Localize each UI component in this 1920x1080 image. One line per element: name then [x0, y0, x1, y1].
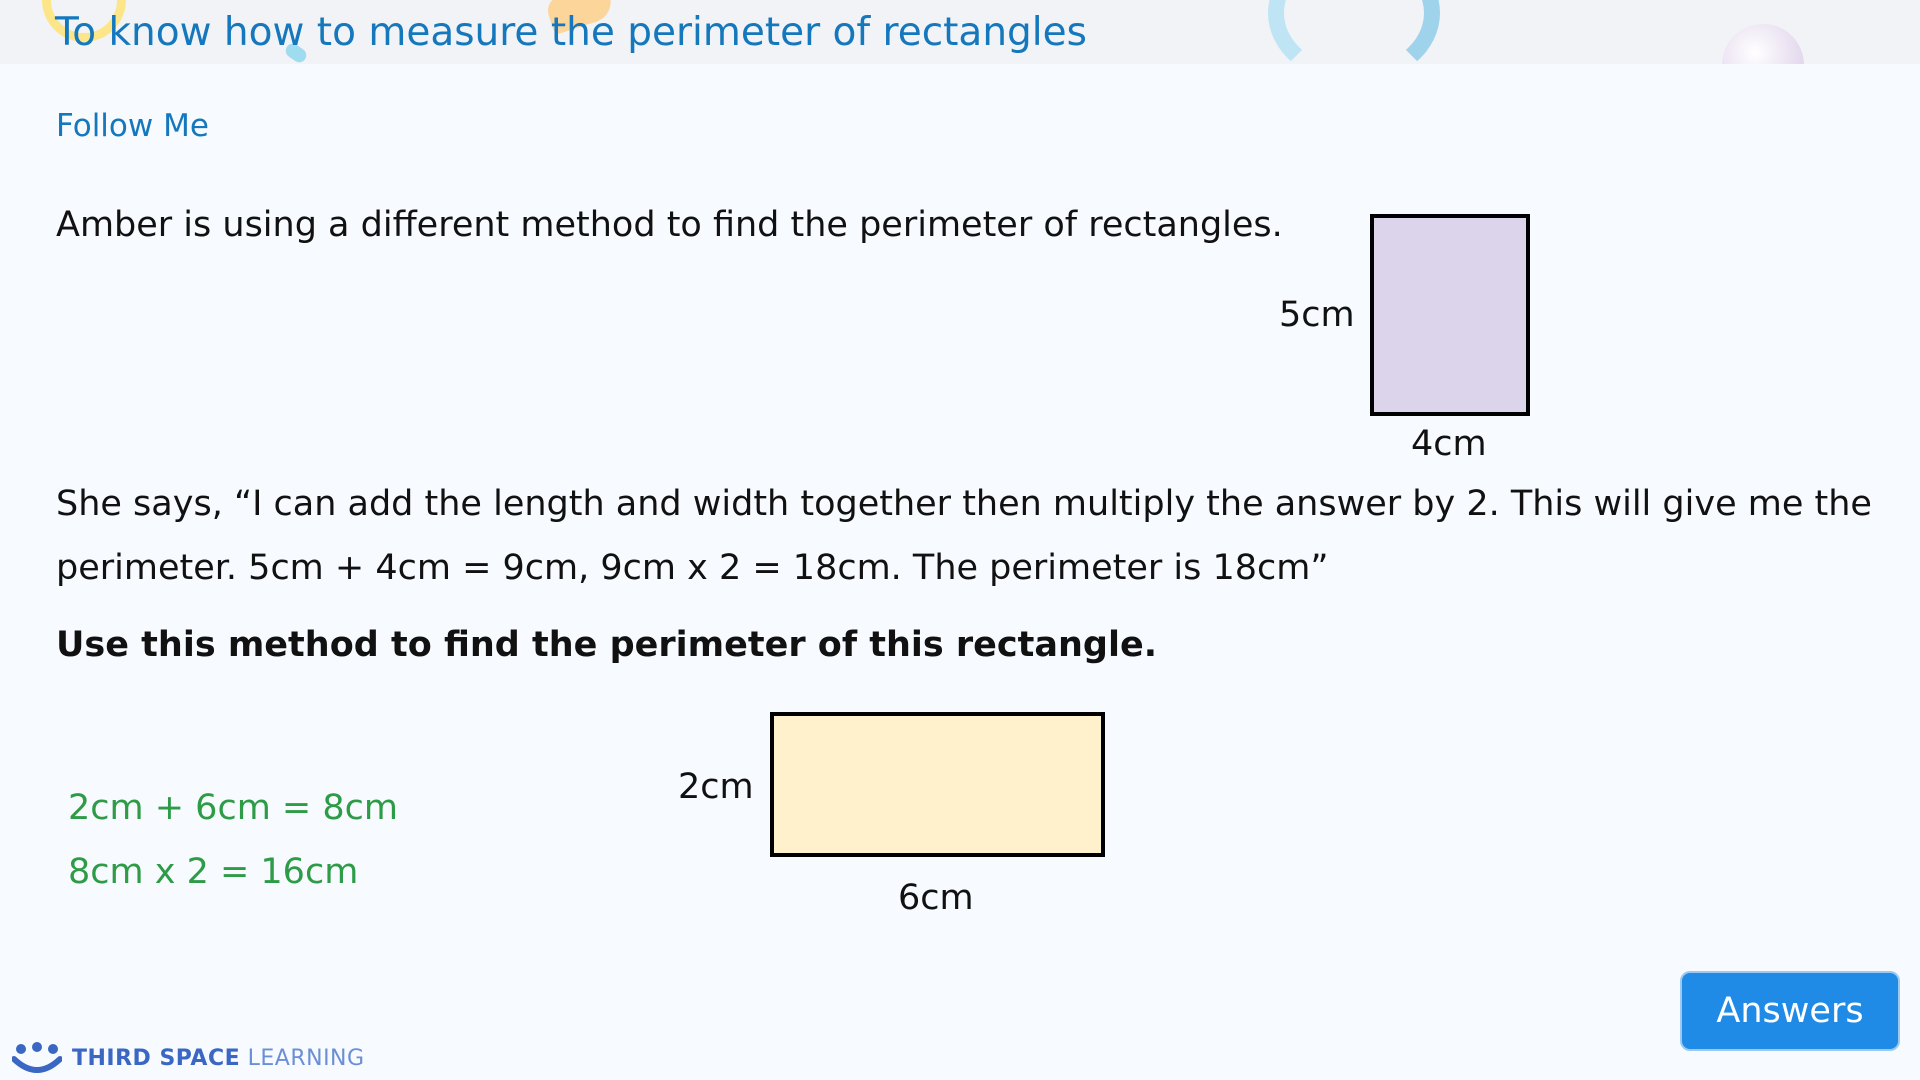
- example-rectangle: [1370, 214, 1530, 416]
- brand-name: [72, 1046, 365, 1071]
- working-line-product: 8cm x 2 = 16cm: [68, 852, 359, 892]
- brand-name-strong: THIRD SPACE: [72, 1045, 241, 1071]
- task-width-label: 6cm: [898, 878, 974, 918]
- three-heads-logo-icon: [12, 1041, 62, 1075]
- working-line-sum: 2cm + 6cm = 8cm: [68, 788, 398, 828]
- quote-line: She says, “I can add the length and width together then multiply the answer by 2. This will give me the: [56, 484, 1872, 524]
- task-height-label: 2cm: [678, 767, 754, 807]
- brand-logo: [12, 1040, 365, 1076]
- answers-button[interactable]: Answers: [1680, 971, 1900, 1051]
- example-height-label: 5cm: [1279, 295, 1355, 335]
- example-width-label: 4cm: [1411, 424, 1487, 464]
- intro-text: Amber is using a different method to find the perimeter of rectangles.: [56, 205, 1283, 245]
- instruction-text: Use this method to find the perimeter of this rectangle.: [56, 625, 1157, 665]
- working-steps: [68, 776, 398, 904]
- page-title: To know how to measure the perimeter of rectangles: [55, 10, 1087, 55]
- decorative-arc-icon: [1268, 0, 1440, 64]
- brand-name-light: LEARNING: [240, 1045, 365, 1071]
- quote-text: [56, 472, 1872, 600]
- task-rectangle: [770, 712, 1105, 857]
- quote-line: perimeter. 5cm + 4cm = 9cm, 9cm x 2 = 18cm. The perimeter is 18cm”: [56, 548, 1329, 588]
- header-bar: [0, 0, 1920, 64]
- section-label: Follow Me: [56, 108, 209, 144]
- decorative-ball-icon: [1722, 24, 1804, 64]
